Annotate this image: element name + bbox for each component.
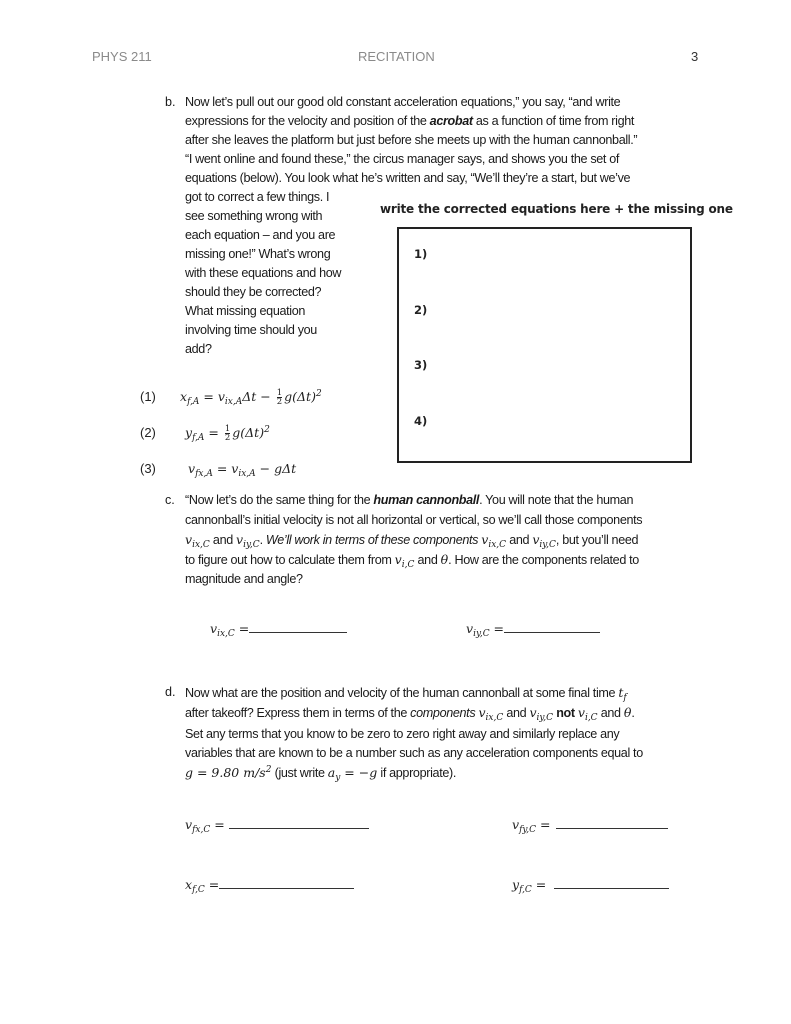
math-symbol: $v_{iy,C}$ bbox=[529, 705, 554, 723]
math-symbol: g = 9.80 $m/s^2$ bbox=[185, 765, 272, 781]
text-run: , but you’ll need bbox=[555, 533, 639, 547]
math-symbol: $v_{i,C}$ bbox=[394, 552, 415, 570]
text-line bbox=[185, 513, 642, 527]
text-run: Set any terms that you know to be zero to zero right away and similarly replace any bbox=[185, 727, 620, 741]
text-line bbox=[185, 114, 634, 128]
text-run: missing one!” What’s wrong bbox=[185, 247, 331, 261]
text-line bbox=[185, 228, 335, 242]
text-run: variables that are known to be a number such as any acceleration components equal to bbox=[185, 746, 643, 760]
text-run: (just write bbox=[271, 766, 328, 781]
text-run: human cannonball bbox=[373, 493, 480, 507]
text-run: acrobat bbox=[429, 114, 473, 128]
text-run: expressions for the velocity and position of the bbox=[185, 114, 430, 128]
text-run: Now what are the position and velocity of the human cannonball at some final time bbox=[185, 686, 619, 700]
text-run: and bbox=[209, 533, 237, 547]
blank-vfxc[interactable]: $v_{fx,C}$ = bbox=[185, 816, 369, 835]
blank-yfc[interactable]: $y_{f,C}$ = bbox=[512, 876, 669, 895]
text-run: involving time should you bbox=[185, 323, 317, 337]
text-line bbox=[185, 746, 643, 760]
math-symbol: $a_y$ bbox=[327, 765, 341, 784]
text-line bbox=[185, 285, 321, 299]
text-run: should they be corrected? bbox=[185, 285, 322, 299]
equation-1: (1) $x_{f,A} = v_{ix,A}\Delta t$ − $\frac{1}{2}$ $g(\Delta t)^2$ bbox=[140, 388, 322, 408]
text-run: . You will note that the human bbox=[479, 493, 634, 507]
answer-box[interactable] bbox=[397, 227, 692, 463]
text-line bbox=[185, 304, 305, 318]
text-run: see something wrong with bbox=[185, 209, 323, 223]
text-line bbox=[185, 532, 638, 550]
text-line bbox=[185, 171, 630, 185]
text-run: . bbox=[259, 533, 266, 547]
text-run: magnitude and angle? bbox=[185, 572, 303, 586]
text-line bbox=[185, 95, 620, 109]
text-line bbox=[185, 342, 212, 356]
text-run: “Now let’s do the same thing for the bbox=[185, 493, 374, 507]
text-run: got to correct a few things. I bbox=[185, 190, 330, 204]
part-c-label: c. bbox=[165, 493, 175, 507]
text-run: Now let’s pull out our good old constant acceleration equations,” you say, “and write bbox=[185, 95, 621, 109]
text-run: add? bbox=[185, 342, 212, 356]
math-symbol: θ bbox=[440, 552, 449, 567]
text-run: equations (below). You look what he’s written and say, “We’ll they’re a start, but we’ve bbox=[185, 171, 631, 185]
equation-2: (2) $y_{f,A}$ = $\frac{1}{2}$ $g(\Delta t)^2$ bbox=[140, 424, 270, 444]
slot-2-label: 2) bbox=[414, 303, 428, 317]
equation-number: (2) bbox=[140, 425, 156, 441]
text-run: if appropriate). bbox=[377, 766, 456, 781]
text-line bbox=[185, 190, 329, 204]
text-run: and bbox=[503, 706, 530, 720]
text-run: We’ll work in terms of these components bbox=[265, 533, 482, 547]
text-run: components bbox=[410, 706, 479, 720]
math-symbol: θ bbox=[623, 705, 632, 720]
text-run: each equation – and you are bbox=[185, 228, 336, 242]
math-symbol: $v_{ix,C}$ bbox=[481, 532, 507, 550]
math-symbol: $v_{ix,C}$ bbox=[185, 532, 210, 550]
text-run: “I went online and found these,” the circus manager says, and shows you the set of bbox=[185, 152, 620, 166]
math-symbol: $v_{iy,C}$ bbox=[532, 532, 556, 550]
blank-viyc[interactable]: $v_{iy,C}$ = bbox=[466, 620, 600, 639]
math-symbol: $v_{iy,C}$ bbox=[236, 532, 260, 550]
blank-vixc[interactable]: $v_{ix,C}$ = bbox=[210, 620, 347, 639]
part-b-label: b. bbox=[165, 95, 176, 109]
text-line bbox=[185, 493, 633, 507]
text-line bbox=[185, 133, 637, 147]
fraction: $\frac{1}{2}$ bbox=[224, 424, 231, 444]
slot-3-label: 3) bbox=[414, 358, 428, 372]
text-run: as a function of time from right bbox=[472, 114, 635, 128]
text-run: and bbox=[597, 706, 624, 720]
answer-box-caption: write the corrected equations here + the missing one bbox=[380, 202, 733, 216]
header-title: RECITATION bbox=[358, 49, 435, 64]
text-run: What missing equation bbox=[185, 304, 306, 318]
slot-4-label: 4) bbox=[414, 414, 428, 428]
text-run: to figure out how to calculate them from bbox=[185, 553, 395, 567]
text-run: . bbox=[631, 706, 635, 720]
blank-xfc[interactable]: $x_{f,C}$ = bbox=[185, 876, 354, 895]
text-line bbox=[185, 765, 456, 783]
equation-number: (3) bbox=[140, 461, 156, 476]
fraction: $\frac{1}{2}$ bbox=[276, 388, 283, 408]
text-line bbox=[185, 209, 322, 223]
equation-number: (1) bbox=[140, 389, 156, 405]
math-symbol: $v_{i,C}$ bbox=[577, 705, 598, 723]
text-run: after takeoff? Express them in terms of the bbox=[185, 706, 411, 720]
text-run: not bbox=[553, 706, 578, 720]
text-line bbox=[185, 685, 627, 703]
text-run: after she leaves the platform but just before she meets up with the human cannonball.” bbox=[185, 133, 638, 147]
slot-1-label: 1) bbox=[414, 247, 428, 261]
page-number: 3 bbox=[691, 49, 699, 64]
text-line bbox=[185, 552, 639, 570]
text-line bbox=[185, 152, 619, 166]
part-d-label: d. bbox=[165, 685, 176, 699]
text-line bbox=[185, 323, 317, 337]
text-line bbox=[185, 572, 303, 586]
math-symbol: $v_{ix,C}$ bbox=[478, 705, 504, 723]
course-code: PHYS 211 bbox=[92, 49, 152, 64]
text-line bbox=[185, 247, 330, 261]
text-line bbox=[185, 266, 341, 280]
equation-3: (3) $v_{fx,A} = v_{ix,A} - g\Delta t$ bbox=[140, 461, 297, 479]
text-run: and bbox=[414, 553, 441, 567]
text-run: . How are the components related to bbox=[448, 553, 639, 567]
math-symbol: $t_f$ bbox=[618, 685, 627, 703]
text-run: and bbox=[506, 533, 533, 547]
text-run: with these equations and how bbox=[185, 266, 342, 280]
text-line bbox=[185, 727, 619, 741]
math-symbol: = −g bbox=[340, 765, 378, 781]
blank-vfyc[interactable]: $v_{fy,C}$ = bbox=[512, 816, 668, 835]
text-line bbox=[185, 705, 635, 723]
text-run: cannonball’s initial velocity is not all horizontal or vertical, so we’ll call those components bbox=[185, 513, 643, 527]
